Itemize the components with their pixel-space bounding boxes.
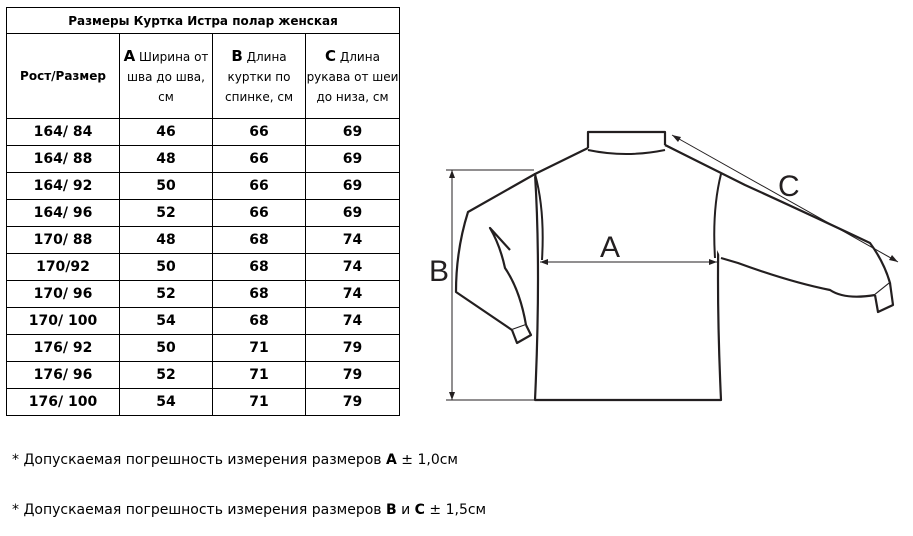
- table-row: [7, 308, 400, 335]
- header-b-letter: B: [231, 46, 243, 65]
- cell-b: 71: [213, 389, 306, 416]
- header-a-text: Ширина от шва до шва, см: [127, 49, 209, 104]
- header-c-text: Длина рукава от шеи до низа, см: [306, 49, 399, 104]
- cell-size: 176/ 100: [7, 389, 120, 416]
- table-row: [7, 173, 400, 200]
- cell-size: 176/ 96: [7, 362, 120, 389]
- note-a-letter: A: [386, 452, 397, 468]
- table-title: Размеры Куртка Истра полар женская: [7, 8, 400, 34]
- cell-c: 69: [306, 119, 400, 146]
- cell-b: 66: [213, 200, 306, 227]
- table-row: [7, 281, 400, 308]
- cell-b: 66: [213, 119, 306, 146]
- table-row: [7, 254, 400, 281]
- cell-c: 74: [306, 281, 400, 308]
- cell-size: 164/ 96: [7, 200, 120, 227]
- header-height-size: Рост/Размер: [7, 34, 120, 119]
- header-c-letter: C: [325, 46, 337, 65]
- cell-a: 54: [120, 308, 213, 335]
- table-row: [7, 227, 400, 254]
- cell-size: 164/ 92: [7, 173, 120, 200]
- tolerance-note-bc: [12, 502, 486, 518]
- cell-a: 50: [120, 254, 213, 281]
- cell-size: 170/92: [7, 254, 120, 281]
- header-c: [306, 34, 400, 119]
- note-bc-letter-b: B: [386, 502, 397, 518]
- cell-size: 164/ 88: [7, 146, 120, 173]
- size-table: [6, 7, 400, 416]
- cell-a: 50: [120, 335, 213, 362]
- cell-a: 54: [120, 389, 213, 416]
- cell-size: 176/ 92: [7, 335, 120, 362]
- cell-c: 74: [306, 254, 400, 281]
- cell-b: 68: [213, 254, 306, 281]
- jacket-left-sleeve: [456, 174, 535, 330]
- cell-a: 48: [120, 146, 213, 173]
- cell-a: 50: [120, 173, 213, 200]
- cell-b: 68: [213, 227, 306, 254]
- cell-size: 170/ 100: [7, 308, 120, 335]
- note-bc-mid: и: [396, 502, 415, 518]
- tolerance-note-a: [12, 452, 458, 468]
- cell-a: 52: [120, 281, 213, 308]
- cell-b: 66: [213, 146, 306, 173]
- cell-c: 69: [306, 146, 400, 173]
- header-b-text: Длина куртки по спинке, см: [225, 49, 293, 104]
- note-bc-suffix: ± 1,5см: [424, 502, 487, 518]
- cell-a: 48: [120, 227, 213, 254]
- label-a: A: [600, 231, 621, 264]
- note-a-prefix: * Допускаемая погрешность измерения размеров: [12, 452, 386, 468]
- label-c: C: [778, 170, 800, 203]
- label-b: B: [429, 255, 450, 288]
- cell-c: 69: [306, 173, 400, 200]
- cell-c: 69: [306, 200, 400, 227]
- header-a-letter: A: [123, 46, 136, 65]
- cell-b: 68: [213, 281, 306, 308]
- jacket-diagram: [428, 120, 908, 420]
- cell-c: 79: [306, 389, 400, 416]
- table-row: [7, 389, 400, 416]
- cell-c: 74: [306, 308, 400, 335]
- table-row: [7, 335, 400, 362]
- cell-a: 46: [120, 119, 213, 146]
- note-bc-letter-c: C: [414, 502, 425, 518]
- table-row: [7, 119, 400, 146]
- cell-c: 79: [306, 362, 400, 389]
- cell-a: 52: [120, 200, 213, 227]
- header-a: [120, 34, 213, 119]
- cell-a: 52: [120, 362, 213, 389]
- cell-b: 66: [213, 173, 306, 200]
- cell-b: 71: [213, 335, 306, 362]
- cell-c: 74: [306, 227, 400, 254]
- table-row: [7, 200, 400, 227]
- cell-size: 164/ 84: [7, 119, 120, 146]
- cell-c: 79: [306, 335, 400, 362]
- table-row: [7, 146, 400, 173]
- note-bc-prefix: * Допускаемая погрешность измерения размеров: [12, 502, 386, 518]
- cell-size: 170/ 88: [7, 227, 120, 254]
- cell-size: 170/ 96: [7, 281, 120, 308]
- table-row: [7, 362, 400, 389]
- note-a-suffix: ± 1,0см: [396, 452, 458, 468]
- cell-b: 68: [213, 308, 306, 335]
- cell-b: 71: [213, 362, 306, 389]
- header-b: [213, 34, 306, 119]
